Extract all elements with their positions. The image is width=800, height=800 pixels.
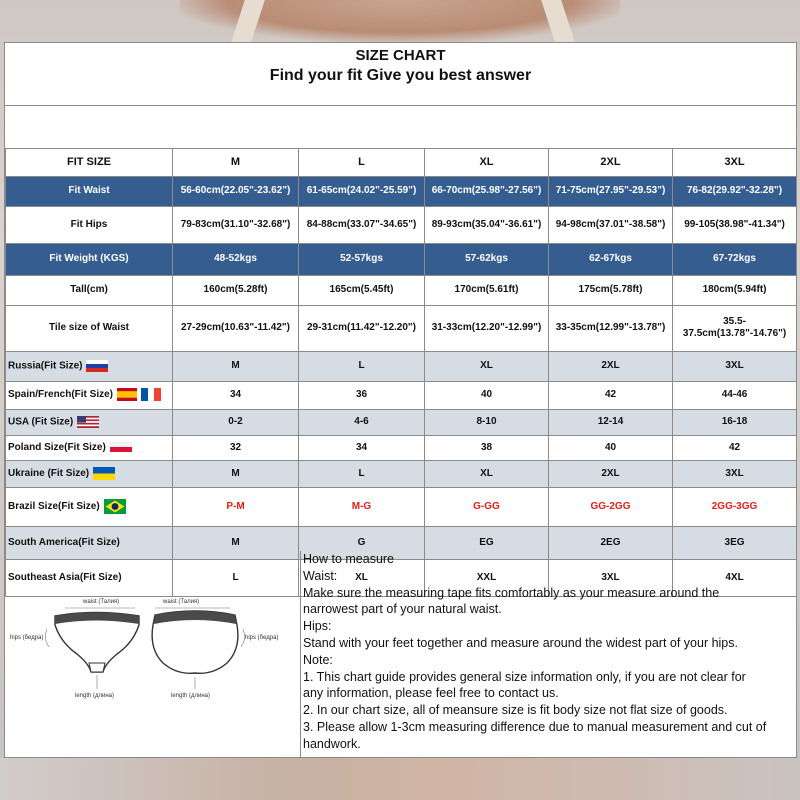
row-label: Tile size of Waist [6, 305, 173, 351]
table-cell: 42 [549, 381, 673, 409]
table-cell: M [173, 460, 299, 487]
row-label: Fit Hips [6, 206, 173, 243]
column-header: FIT SIZE [6, 148, 173, 176]
brazil-flag-icon [104, 499, 126, 514]
table-row [6, 305, 797, 351]
table-cell: 33-35cm(12.99"-13.78") [549, 305, 673, 351]
table-cell: 62-67kgs [549, 243, 673, 275]
note-line: 3. Please allow 1-3cm measuring difference due to manual measurement and cut of [303, 719, 767, 734]
table-cell: 4-6 [299, 409, 425, 435]
length-label-back: length (длина) [171, 693, 211, 699]
table-cell: 4XL [673, 559, 797, 596]
table-cell: 34 [299, 435, 425, 460]
table-cell: L [299, 351, 425, 381]
france-flag-icon [141, 388, 161, 401]
table-cell: 8-10 [425, 409, 549, 435]
table-cell: 94-98cm(37.01"-38.58") [549, 206, 673, 243]
size-chart [4, 42, 797, 758]
chart-header [5, 43, 796, 106]
table-cell: M [173, 351, 299, 381]
column-header: L [299, 148, 425, 176]
underwear-diagram-icon [5, 551, 300, 757]
table-cell: 2GG-3GG [673, 487, 797, 526]
column-header: 3XL [673, 148, 797, 176]
row-label: Southeast Asia(Fit Size) [6, 559, 173, 596]
table-row [6, 409, 797, 435]
table-cell: 16-18 [673, 409, 797, 435]
table-cell: XL [425, 460, 549, 487]
waist-label: waist (Талия) [83, 599, 120, 605]
measure-section [5, 551, 796, 757]
table-cell: 84-88cm(33.07"-34.65") [299, 206, 425, 243]
spain-flag-icon [117, 388, 137, 401]
table-cell: 36 [299, 381, 425, 409]
table-cell: 3XL [673, 351, 797, 381]
row-label-text: Russia(Fit Size) [8, 360, 83, 372]
table-header-row [6, 148, 797, 176]
row-label-text: Poland Size(Fit Size) [8, 441, 106, 453]
row-label: Fit Weight (KGS) [6, 243, 173, 275]
table-row [6, 176, 797, 206]
column-header: XL [425, 148, 549, 176]
table-cell: 40 [425, 381, 549, 409]
table-cell: 48-52kgs [173, 243, 299, 275]
table-cell: G-GG [425, 487, 549, 526]
table-row [6, 351, 797, 381]
table-cell: 2XL [549, 460, 673, 487]
row-label: South America(Fit Size) [6, 526, 173, 559]
table-cell: 44-46 [673, 381, 797, 409]
table-cell: 3EG [673, 526, 797, 559]
note-line: 2. In our chart size, all of meansure size is fit body size not flat size of goods. [303, 703, 728, 718]
row-label: Fit Waist [6, 176, 173, 206]
note-line: Make sure the measuring tape fits comfortably as your measure around the [303, 585, 720, 600]
chart-subtitle: Find your fit Give you best answer [269, 67, 532, 84]
table-cell: GG-2GG [549, 487, 673, 526]
row-label-text: Ukraine (Fit Size) [8, 468, 90, 480]
background-photo-bottom [0, 758, 800, 800]
table-cell: 40 [549, 435, 673, 460]
table-cell: 31-33cm(12.20"-12.99") [425, 305, 549, 351]
table-cell: P-M [173, 487, 299, 526]
table-cell: XL [425, 351, 549, 381]
table-cell: 57-62kgs [425, 243, 549, 275]
table-cell: 175cm(5.78ft) [549, 275, 673, 305]
ukraine-flag-icon [93, 467, 115, 480]
table-cell: 67-72kgs [673, 243, 797, 275]
column-header: 2XL [549, 148, 673, 176]
column-header: M [173, 148, 299, 176]
table-cell: 42 [673, 435, 797, 460]
note-line: handwork. [303, 736, 361, 751]
measure-notes [300, 551, 796, 757]
note-line: any information, please feel free to contact us. [303, 686, 559, 701]
note-line: Stand with your feet together and measure around the widest part of your hips. [303, 635, 738, 650]
row-label [6, 351, 173, 381]
length-label: length (длина) [75, 693, 115, 699]
row-label [6, 409, 173, 435]
table-cell: 12-14 [549, 409, 673, 435]
row-label-text: Spain/French(Fit Size) [8, 389, 114, 401]
table-row [6, 206, 797, 243]
row-label [6, 435, 173, 460]
table-cell: 61-65cm(24.02"-25.59") [299, 176, 425, 206]
note-line: Note: [303, 652, 333, 667]
table-cell: 2EG [549, 526, 673, 559]
table-cell: 2XL [549, 351, 673, 381]
table-cell: 0-2 [173, 409, 299, 435]
table-cell: M [173, 526, 299, 559]
table-cell: 71-75cm(27.95"-29.53") [549, 176, 673, 206]
table-cell: 27-29cm(10.63"-11.42") [173, 305, 299, 351]
table-cell: 35.5-37.5cm(13.78"-14.76") [673, 305, 797, 351]
table-cell: 34 [173, 381, 299, 409]
row-label: Tall(cm) [6, 275, 173, 305]
table-cell: 3XL [673, 460, 797, 487]
table-cell: 29-31cm(11.42"-12.20") [299, 305, 425, 351]
table-row [6, 243, 797, 275]
row-label [6, 487, 173, 526]
table-cell: 79-83cm(31.10"-32.68") [173, 206, 299, 243]
table-cell: 76-82(29.92"-32.28") [673, 176, 797, 206]
table-cell: 66-70cm(25.98"-27.56") [425, 176, 549, 206]
table-cell: 160cm(5.28ft) [173, 275, 299, 305]
table-row [6, 275, 797, 305]
table-cell: 99-105(38.98"-41.34") [673, 206, 797, 243]
chart-title: SIZE CHART [355, 47, 446, 64]
waist-label-back: waist (Талия) [163, 599, 200, 605]
poland-flag-icon [110, 442, 132, 452]
table-row [6, 487, 797, 526]
table-cell: 32 [173, 435, 299, 460]
russia-flag-icon [86, 360, 108, 372]
table-cell: XL [299, 559, 425, 596]
table-spacer-row [6, 106, 797, 148]
table-cell: 165cm(5.45ft) [299, 275, 425, 305]
row-label-text: Brazil Size(Fit Size) [8, 501, 100, 513]
row-label [6, 381, 173, 409]
table-row [6, 435, 797, 460]
table-cell: L [173, 559, 299, 596]
note-line: 1. This chart guide provides general size information only, if you are not clear for [303, 669, 746, 684]
note-line: Hips: [303, 619, 332, 634]
usa-flag-icon [77, 416, 99, 428]
table-cell: 170cm(5.61ft) [425, 275, 549, 305]
table-cell: M-G [299, 487, 425, 526]
hips-label-back: hips (бедра) [245, 635, 279, 641]
table-cell: 52-57kgs [299, 243, 425, 275]
table-row [6, 381, 797, 409]
table-cell: 3XL [549, 559, 673, 596]
table-row [6, 460, 797, 487]
hips-label: hips (бедра) [10, 635, 44, 641]
row-label-text: USA (Fit Size) [8, 416, 74, 428]
note-line: narrowest part of your natural waist. [303, 602, 502, 617]
table-cell: G [299, 526, 425, 559]
table-cell: L [299, 460, 425, 487]
measurement-diagram [5, 551, 301, 757]
table-cell: EG [425, 526, 549, 559]
note-line: Waist: [303, 568, 338, 583]
table-cell: XXL [425, 559, 549, 596]
table-cell: 38 [425, 435, 549, 460]
row-label [6, 460, 173, 487]
table-cell: 56-60cm(22.05"-23.62") [173, 176, 299, 206]
table-cell: 89-93cm(35.04"-36.61") [425, 206, 549, 243]
table-cell: 180cm(5.94ft) [673, 275, 797, 305]
note-line: How to measure [303, 552, 395, 566]
size-table [5, 106, 797, 597]
